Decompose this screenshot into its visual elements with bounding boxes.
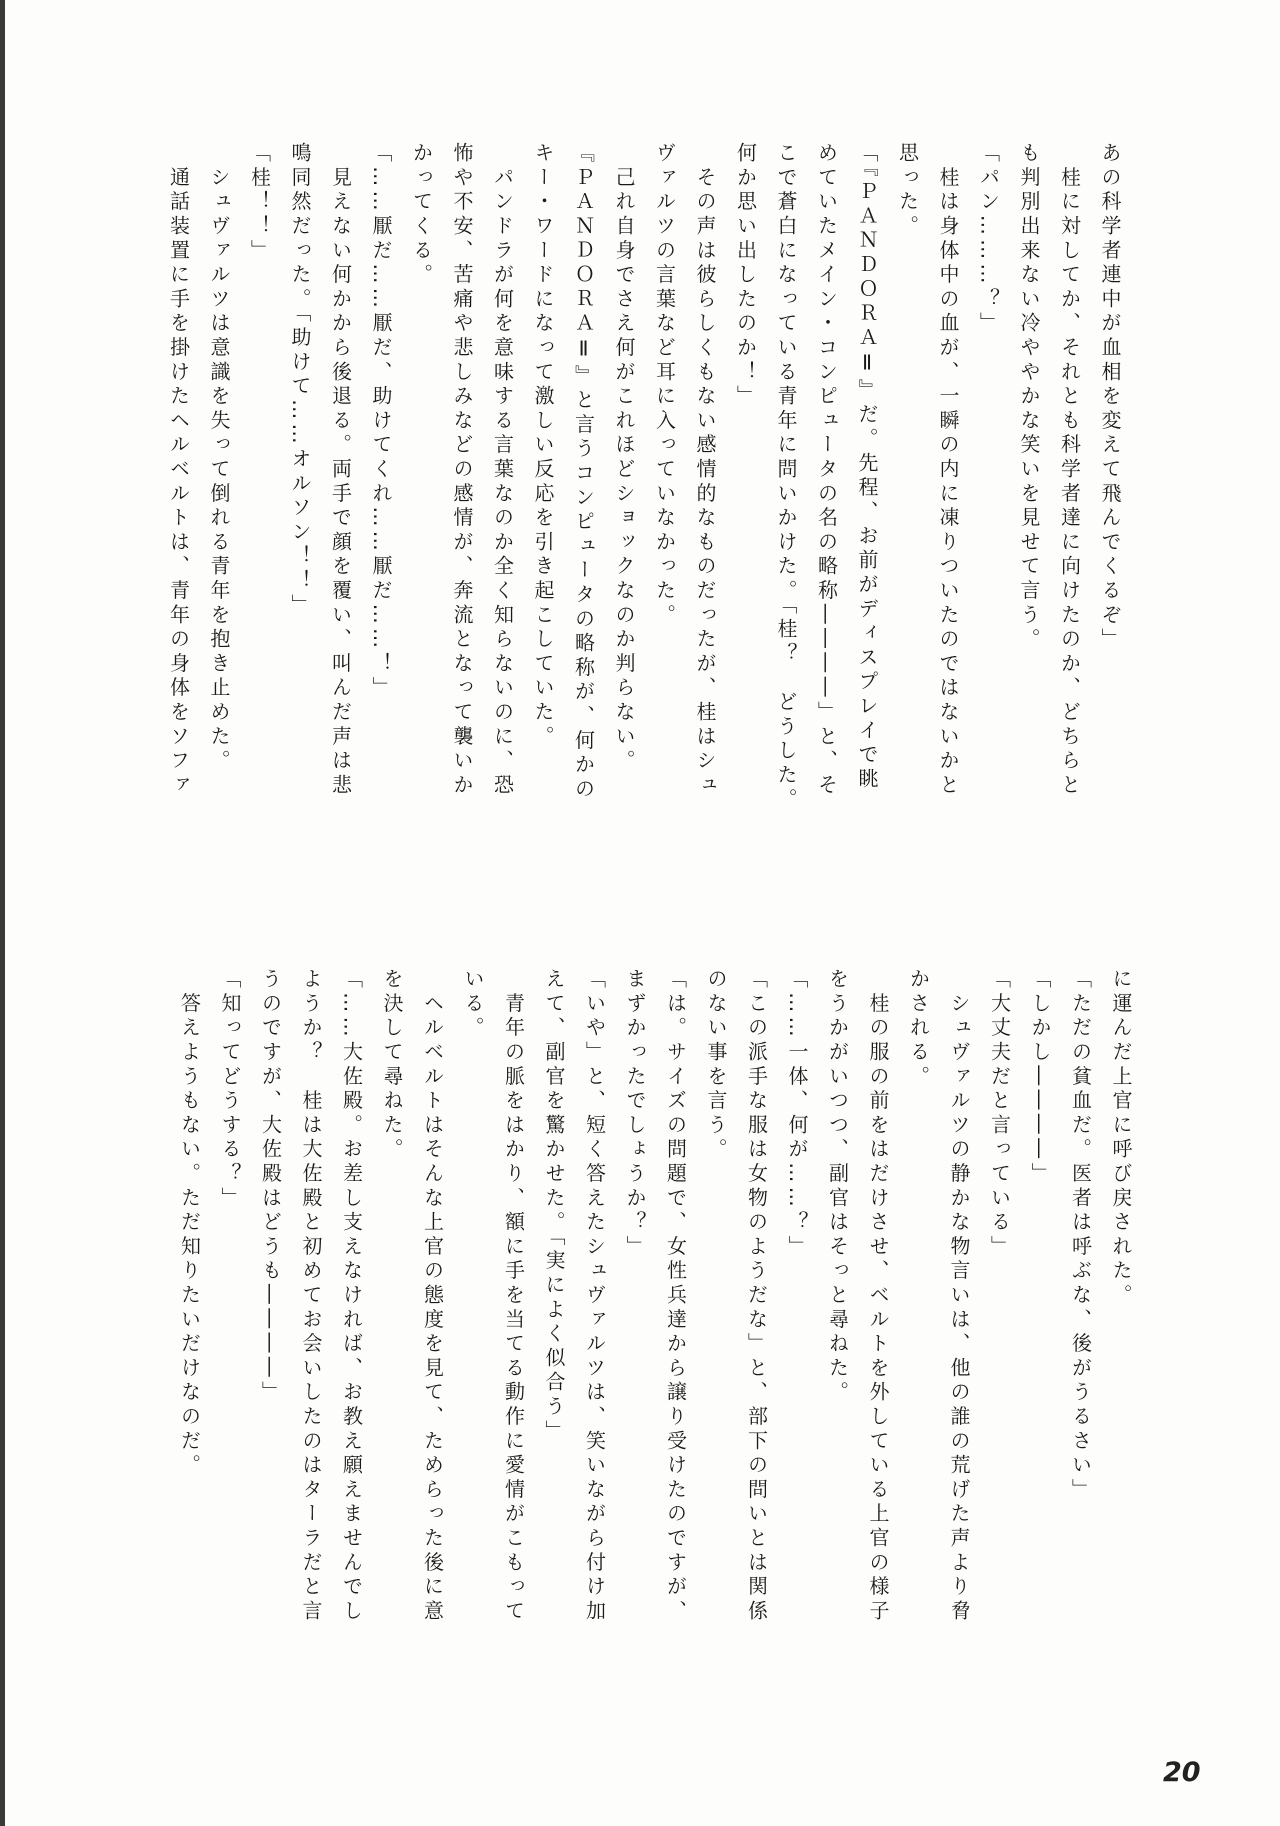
text-line: 何か思い出したのか！」: [733, 142, 758, 410]
text-line: ようか？ 桂は大佐殿と初めてお会いしたのはターラだと言: [299, 968, 323, 1625]
binding-edge-shadow: [0, 0, 5, 1826]
text-line: 「この派手な服は女物のようだな」と、部下の問いとは関係: [744, 968, 769, 1625]
text-line: かされる。: [906, 968, 931, 1090]
text-line: シュヴァルツの静かな物言いは、他の誰の荒げた声より脅: [947, 968, 971, 1625]
text-line: 「パン………？」: [976, 142, 1001, 337]
text-line: パンドラが何を意味する言葉なのか全く知らないのに、恐: [490, 142, 515, 799]
text-line: 「しかし――――」: [1028, 968, 1052, 1187]
text-line: のない事を言う。: [704, 968, 728, 1163]
text-line: いる。: [461, 968, 485, 1041]
text-line: うのですが、大佐殿はどうも――――」: [258, 968, 283, 1406]
text-line: 「ただの貧血だ。医者は呼ぶな、後がうるさい」: [1068, 968, 1093, 1503]
text-line: まずかったでしょうか？」: [623, 968, 647, 1260]
text-line: キー・ワードになって激しい反応を引き起こしていた。: [531, 142, 555, 750]
text-line: 「『ＰＡＮＤＯＲＡⅡ』だ。先程、お前がディスプレイで眺: [855, 142, 879, 793]
text-line: をうかがいつつ、副官はそっと尋ねた。: [825, 968, 850, 1406]
text-line: ヴァルツの言葉など耳に入っていなかった。: [652, 142, 677, 628]
text-line: あの科学者連中が血相を変えて飛んでくるぞ」: [1098, 142, 1122, 653]
text-line: 怖や不安、苦痛や悲しみなどの感情が、奔流となって襲いか: [450, 142, 474, 799]
text-line: 「知ってどうする？」: [218, 968, 242, 1211]
text-line: 青年の脈をはかり、額に手を当てる動作に愛情がこもって: [501, 968, 526, 1625]
text-line: 思った。: [895, 142, 920, 240]
text-line: 「いや」と、短く答えたシュヴァルツは、笑いながら付け加: [582, 968, 607, 1625]
text-line: 桂は身体中の血が、一瞬の内に凍りついたのではないかと: [936, 142, 960, 799]
text-line: えて、副官を驚かせた。「実によく似合う」: [542, 968, 566, 1444]
text-line: 『ＰＡＮＤＯＲＡⅡ』と言うコンピュータの略称が、何かの: [571, 142, 596, 803]
text-line: 答えようもない。ただ知りたいだけなのだ。: [177, 968, 202, 1479]
text-line: 「……厭だ……厭だ、助けてくれ……厭だ……！」: [369, 142, 393, 701]
text-line: 「大丈夫だと言っている」: [987, 968, 1012, 1260]
text-line: 「……一体、何が……？」: [785, 968, 809, 1260]
text-line: その声は彼らしくもない感情的なものだったが、桂はシュ: [693, 142, 717, 799]
text-line: 桂に対してか、それとも科学者達に向けたのか、どちらと: [1057, 142, 1082, 799]
text-line: こで蒼白になっている青年に問いかけた。「桂？ どうした。: [774, 142, 798, 813]
text-line: 「桂！！」: [247, 142, 272, 264]
text-line: めていたメイン・コンピュータの名の略称――――」と、そ: [814, 142, 839, 799]
text-line: 鳴同然だった。「助けて……オルソン！！」: [288, 142, 312, 618]
text-line: 「……大佐殿。お差し支えなければ、お教え願えませんでし: [339, 968, 364, 1625]
text-line: を決して尋ねた。: [380, 968, 404, 1163]
text-line: ヘルベルトはそんな上官の態度を見て、ためらった後に意: [420, 968, 445, 1625]
lower-text-column: [141, 968, 1141, 1658]
text-line: 見えない何かから後退る。両手で顔を覆い、叫んだ声は悲: [328, 142, 353, 799]
text-line: に運んだ上官に呼び戻された。: [1109, 968, 1133, 1309]
text-line: シュヴァルツは意識を失って倒れる青年を抱き止めた。: [207, 142, 231, 774]
text-line: も判別出来ない冷ややかな笑いを見せて言う。: [1017, 142, 1041, 653]
text-line: 己れ自身でさえ何がこれほどショックなのか判らない。: [612, 142, 636, 774]
page-number: 20: [1163, 1757, 1201, 1788]
text-line: 「は。サイズの問題で、女性兵達から譲り受けたのですが、: [663, 968, 688, 1625]
text-line: 桂の服の前をはだけさせ、ベルトを外している上官の様子: [866, 968, 890, 1625]
upper-text-column: [130, 142, 1130, 832]
text-line: かってくる。: [409, 142, 434, 288]
text-line: 通話装置に手を掛けたヘルベルトは、青年の身体をソファ: [166, 142, 191, 799]
